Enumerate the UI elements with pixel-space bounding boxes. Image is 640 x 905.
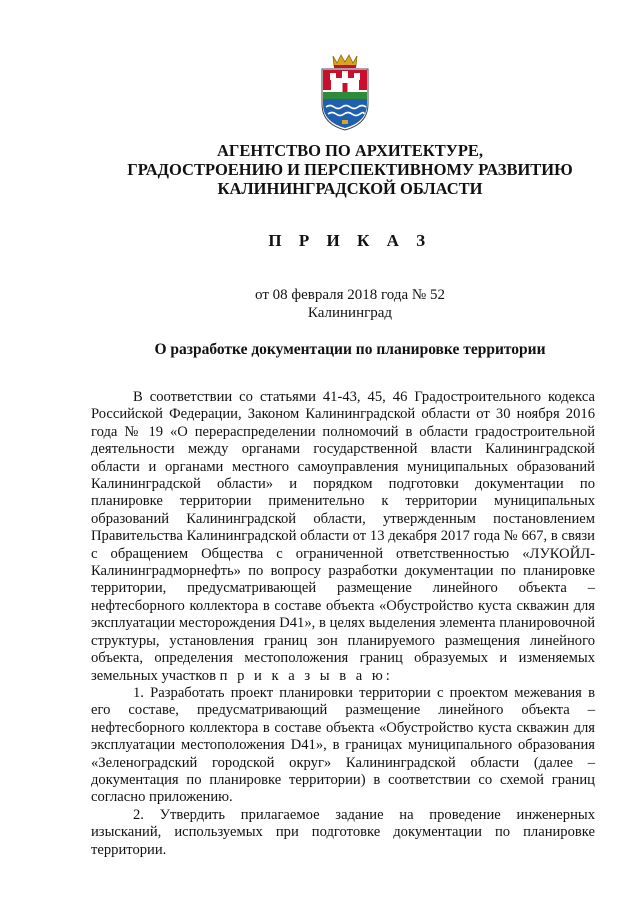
order-city: Калининград — [307, 305, 393, 321]
order-body — [91, 389, 595, 859]
order-item-1: 1. Разработать проект планировки территории с проектом межевания в его составе, предусматривающий размещение линейного объекта – нефтесборного коллектора в составе объекта «Обустройство куста скважин для эксплуатации местоположения D41», в границах муниципального образования «Зеленоградский городской округ» Калининградской области (далее – документация по планировке территории) в соответствии со схемой границ согласно приложению. — [91, 684, 595, 806]
preamble-text: В соответствии со статьями 41-43, 45, 46 Градостроительного кодекса Российской Федерации, Законом Калининградской области от 30 ноября 2016 года № 19 «О перераспределении полномочий в области градостроительной деятельности между органами государственной власти Калининградской области и органами местного самоуправления муниципальных образований Калининградской области» и порядком подготовки документации по планировке территории применительно к территории муниципальных образований Калининградской области, утвержденным постановлением Правительства Калининградской области от 13 декабря 2017 года № 667, в связи с обращением Общества с ограниченной ответственностью «ЛУКОЙЛ-Калининградморнефть» по вопросу разработки документации по планировке территории, предусматривающей размещение линейного объекта – нефтесборного коллектора в составе объекта «Обустройство куста скважин для эксплуатации месторождения D41», в целях выделения элемента планировочной структуры, установления границ зон планируемого размещения линейного объекта, определения местоположения границ образуемых и изменяемых земельных участков — [91, 389, 595, 684]
agency-line-2: ГРАДОСТРОЕНИЮ И ПЕРСПЕКТИВНОМУ РАЗВИТИЮ — [127, 160, 573, 179]
order-item-2: 2. Утвердить прилагаемое задание на проведение инженерных изысканий, используемых при подготовке документации по планировке территории. — [91, 806, 595, 858]
agency-name — [80, 141, 620, 198]
agency-line-1: АГЕНТСТВО ПО АРХИТЕКТУРЕ, — [216, 141, 484, 160]
kaliningrad-coat-of-arms-icon — [316, 52, 374, 132]
order-directive: п р и к а з ы в а ю: — [219, 667, 393, 684]
preamble-paragraph — [91, 389, 595, 685]
order-subject: О разработке документации по планировке территории — [154, 341, 546, 358]
order-date-number: от 08 февраля 2018 года № 52 — [255, 287, 445, 303]
order-title: П Р И К А З — [268, 231, 432, 250]
agency-line-3: КАЛИНИНГРАДСКОЙ ОБЛАСТИ — [217, 179, 483, 198]
order-meta — [80, 286, 620, 322]
